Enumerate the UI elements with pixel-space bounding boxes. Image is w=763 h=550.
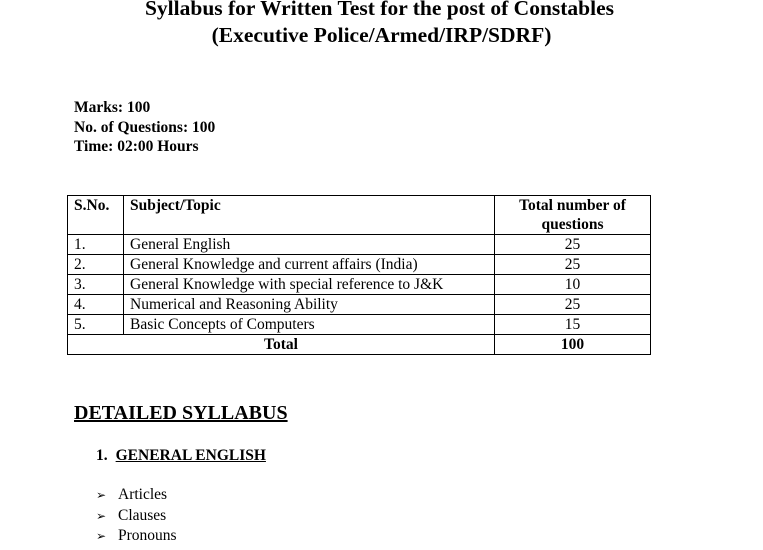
header-count: Total number of questions (495, 196, 651, 235)
row-subject: General Knowledge with special reference to J&K (124, 275, 495, 295)
total-value: 100 (495, 335, 651, 355)
section-title: GENERAL ENGLISH (115, 447, 266, 464)
table-row (68, 295, 651, 315)
row-sno: 1. (68, 235, 124, 255)
arrowhead-bullet-icon: ➢ (96, 529, 107, 544)
topic-label: Clauses (118, 506, 167, 524)
row-subject: General Knowledge and current affairs (India) (124, 255, 495, 275)
row-count: 10 (495, 275, 651, 295)
questions-info: No. of Questions: 100 (74, 119, 216, 136)
row-sno: 4. (68, 295, 124, 315)
table-row (68, 315, 651, 335)
table-row (68, 235, 651, 255)
topic-label: Articles (118, 486, 168, 503)
table-header-row (68, 196, 651, 235)
row-subject: Basic Concepts of Computers (124, 315, 495, 335)
document-title: Syllabus for Written Test for the post of Constables (144, 0, 615, 20)
header-subject: Subject/Topic (124, 196, 495, 235)
list-item (96, 526, 177, 547)
section-heading (96, 446, 266, 465)
section-number: 1. (96, 447, 108, 464)
header-sno: S.No. (68, 196, 124, 235)
topic-list (96, 485, 177, 547)
time-info: Time: 02:00 Hours (74, 138, 199, 155)
detailed-syllabus-heading: DETAILED SYLLABUS (74, 402, 288, 424)
row-subject: General English (124, 235, 495, 255)
list-item (96, 485, 177, 506)
topic-label: Pronouns (118, 527, 177, 545)
arrowhead-bullet-icon: ➢ (96, 508, 107, 523)
total-label: Total (68, 335, 495, 355)
row-sno: 3. (68, 275, 124, 295)
syllabus-table (67, 195, 651, 355)
document-subtitle: (Executive Police/Armed/IRP/SDRF) (211, 23, 552, 47)
table-row (68, 275, 651, 295)
arrowhead-bullet-icon: ➢ (96, 488, 107, 502)
row-count: 25 (495, 235, 651, 255)
row-count: 15 (495, 315, 651, 335)
row-subject: Numerical and Reasoning Ability (124, 295, 495, 315)
marks-info: Marks: 100 (74, 99, 151, 116)
table-row (68, 255, 651, 275)
row-sno: 5. (68, 315, 124, 335)
row-count: 25 (495, 295, 651, 315)
table-total-row (68, 335, 651, 355)
list-item (96, 506, 177, 527)
row-sno: 2. (68, 255, 124, 275)
row-count: 25 (495, 255, 651, 275)
